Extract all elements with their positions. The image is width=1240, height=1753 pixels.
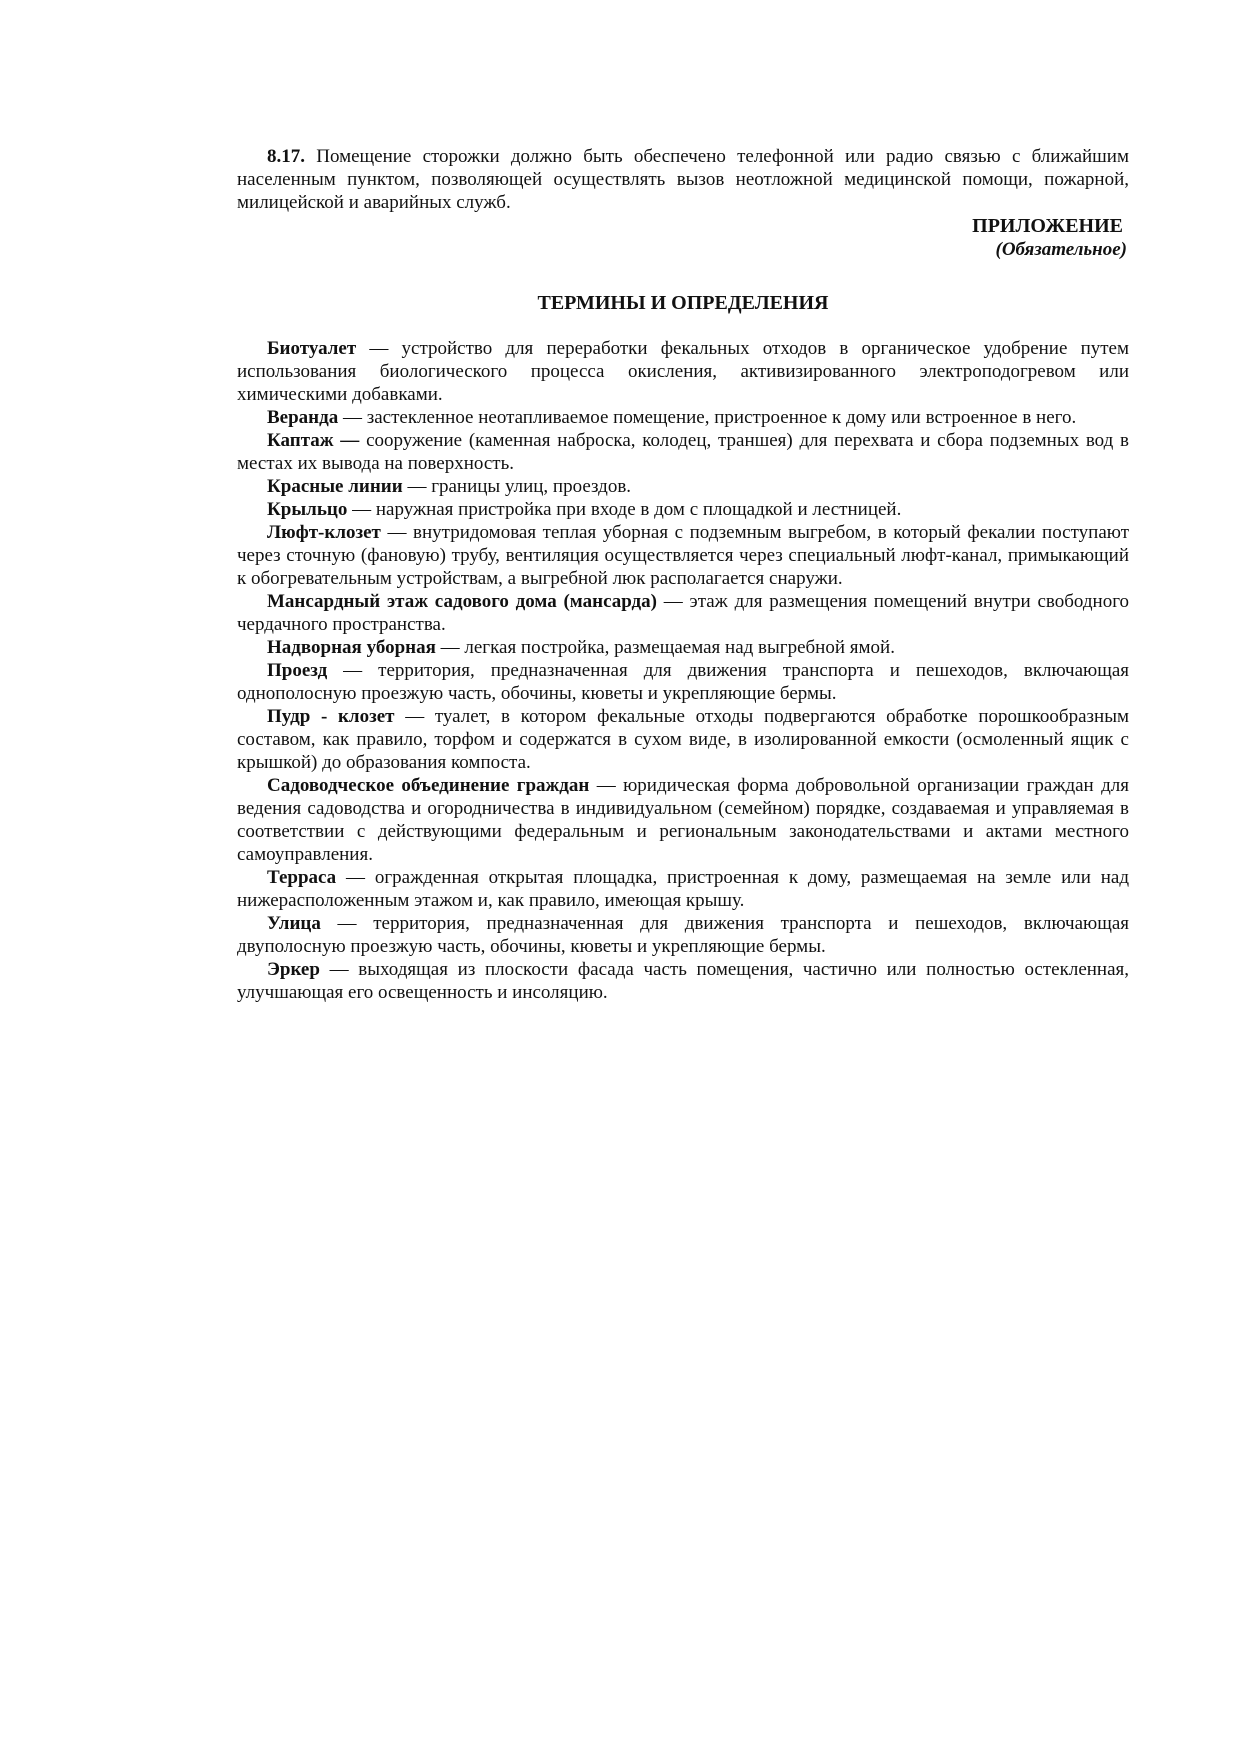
term-entry [237, 636, 1129, 659]
term-name: Каптаж — [267, 430, 360, 451]
page-content [237, 145, 1129, 1004]
terms-list [237, 337, 1129, 1004]
term-entry [237, 912, 1129, 958]
term-name: Эркер [267, 959, 320, 980]
term-entry [237, 498, 1129, 521]
clause-text: Помещение сторожки должно быть обеспечено телефонной или радио связью с ближайшим населенным пунктом, позволяющей осуществлять вызов неотложной медицинской помощи, пожарной, милицейской и аварийных служб. [237, 146, 1129, 213]
term-name: Крыльцо [267, 499, 348, 520]
term-definition: — огражденная открытая площадка, пристроенная к дому, размещаемая на земле или над нижерасположенным этажом и, как правило, имеющая крышу. [237, 867, 1129, 911]
term-name: Терраса [267, 867, 337, 888]
term-entry [237, 337, 1129, 406]
term-name: Мансардный этаж садового дома (мансарда) [267, 591, 657, 612]
term-definition: — наружная пристройка при входе в дом с площадкой и лестницей. [352, 499, 902, 520]
term-entry [237, 521, 1129, 590]
term-definition: — устройство для переработки фекальных отходов в органическое удобрение путем использования биологического процесса окисления, активизированного электроподогревом или химическими добавками. [237, 338, 1129, 405]
clause-number: 8.17. [267, 146, 305, 167]
term-name: Веранда [267, 407, 339, 428]
term-entry [237, 774, 1129, 866]
term-definition: — этаж для размещения помещений внутри свободного чердачного пространства. [237, 591, 1130, 635]
term-definition: — территория, предназначенная для движения транспорта и пешеходов, включающая двуполосную проезжую часть, обочины, кюветы и укрепляющие бермы. [237, 913, 1129, 957]
term-entry [237, 590, 1129, 636]
appendix-title: ПРИЛОЖЕНИЕ [972, 215, 1123, 237]
term-definition: — легкая постройка, размещаемая над выгребной ямой. [440, 637, 895, 658]
term-definition: — выходящая из плоскости фасада часть помещения, частично или полностью остекленная, улучшающая его освещенность и инсоляцию. [237, 959, 1130, 1003]
term-entry [237, 705, 1129, 774]
term-definition: — внутридомовая теплая уборная с подземным выгребом, в который фекалии поступают через сточную (фановую) трубу, вентиляция осуществляется через специальный люфт-канал, примыкающий к обогревательным устройствам, а выгребной люк располагается снаружи. [237, 522, 1129, 589]
term-definition: — туалет, в котором фекальные отходы подвергаются обработке порошкообразным составом, как правило, торфом и содержатся в сухом виде, в изолированной емкости (осмоленный ящик с крышкой) до образования компоста. [237, 706, 1129, 773]
section-title: ТЕРМИНЫ И ОПРЕДЕЛЕНИЯ [537, 292, 829, 314]
term-definition: — территория, предназначенная для движения транспорта и пешеходов, включающая однополосную проезжую часть, обочины, кюветы и укрепляющие бермы. [237, 660, 1129, 704]
appendix-note: (Обязательное) [995, 239, 1127, 260]
term-name: Проезд [267, 660, 328, 681]
term-name: Садоводческое объединение граждан [267, 775, 590, 796]
term-name: Красные линии [267, 476, 403, 497]
clause-8-17 [237, 145, 1129, 214]
term-entry [237, 429, 1129, 475]
term-definition: — застекленное неотапливаемое помещение, пристроенное к дому или встроенное в него. [342, 407, 1077, 428]
term-definition: сооружение (каменная наброска, колодец, траншея) для перехвата и сбора подземных вод в местах их вывода на поверхность. [237, 430, 1130, 474]
term-entry [237, 866, 1129, 912]
term-name: Надворная уборная [267, 637, 436, 658]
term-definition: — юридическая форма добровольной организации граждан для ведения садоводства и огородничества в индивидуальном (семейном) порядке, создаваемая и управляемая в соответствии с действующими федеральным и региональным законодательствами и актами местного самоуправления. [237, 775, 1129, 865]
term-entry [237, 475, 1129, 498]
term-entry [237, 406, 1129, 429]
term-name: Люфт-клозет [267, 522, 381, 543]
term-entry [237, 958, 1129, 1004]
term-definition: — границы улиц, проездов. [407, 476, 632, 497]
term-name: Биотуалет [267, 338, 357, 359]
term-name: Пудр - клозет [267, 706, 395, 727]
term-entry [237, 659, 1129, 705]
term-name: Улица [267, 913, 321, 934]
